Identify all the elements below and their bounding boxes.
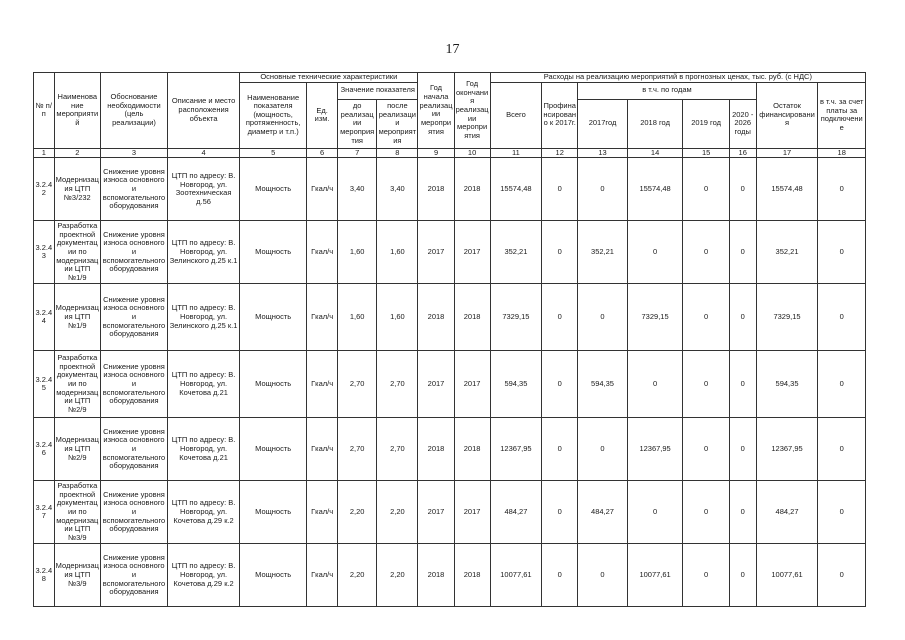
cost-2017: 484,27	[578, 481, 627, 544]
table-row	[34, 221, 866, 284]
year-start: 2018	[418, 418, 454, 481]
table-row	[34, 418, 866, 481]
cost-2020-2026: 0	[729, 221, 756, 284]
column-number: 2	[54, 148, 100, 158]
cost-2017: 352,21	[578, 221, 627, 284]
value-before: 2,20	[338, 481, 377, 544]
cost-total: 15574,48	[490, 158, 542, 221]
header-remainder: Остаток финансирования	[756, 82, 818, 148]
year-end: 2018	[454, 418, 490, 481]
value-after: 2,70	[377, 351, 418, 418]
cost-2018: 0	[627, 481, 683, 544]
cost-2020-2026: 0	[729, 351, 756, 418]
value-before: 2,20	[338, 544, 377, 607]
cost-connection-fee: 0	[818, 481, 866, 544]
measure-reason: Снижение уровня износа основного и вспомогательного оборудования	[101, 284, 168, 351]
row-number: 3.2.4 3	[34, 221, 55, 284]
cost-connection-fee: 0	[818, 351, 866, 418]
header-2018: 2018 год	[627, 99, 683, 148]
header-year-start: Год начала реализации мероприятия	[418, 73, 454, 149]
column-number: 12	[542, 148, 578, 158]
cost-2020-2026: 0	[729, 418, 756, 481]
parameter-name: Мощность	[240, 351, 307, 418]
header-group-tech: Основные технические характеристики	[240, 73, 418, 83]
year-start: 2018	[418, 544, 454, 607]
header-fee: в т.ч. за счет платы за подключение	[818, 82, 866, 148]
cost-2017: 0	[578, 284, 627, 351]
header-financed: Профинансировано к 2017г.	[542, 82, 578, 148]
parameter-name: Мощность	[240, 481, 307, 544]
cost-2017: 0	[578, 158, 627, 221]
cost-financed: 0	[542, 158, 578, 221]
measure-name: Модернизация ЦТП №2/9	[54, 418, 100, 481]
cost-2020-2026: 0	[729, 481, 756, 544]
value-after: 1,60	[377, 284, 418, 351]
cost-total: 7329,15	[490, 284, 542, 351]
cost-2018: 7329,15	[627, 284, 683, 351]
cost-2018: 0	[627, 351, 683, 418]
column-number: 9	[418, 148, 454, 158]
cost-remainder: 12367,95	[756, 418, 818, 481]
measure-name: Разработка проектной документации по модернизации ЦТП №3/9	[54, 481, 100, 544]
cost-2019: 0	[683, 158, 729, 221]
cost-total: 10077,61	[490, 544, 542, 607]
header-after: после реализации мероприятия	[377, 99, 418, 148]
header-name: Наименование мероприятий	[54, 73, 100, 149]
cost-2018: 15574,48	[627, 158, 683, 221]
column-number: 17	[756, 148, 818, 158]
measure-name: Модернизация ЦТП №3/232	[54, 158, 100, 221]
header-year-end: Год окончания реализации мероприятия	[454, 73, 490, 149]
cost-2018: 12367,95	[627, 418, 683, 481]
header-unit: Ед. изм.	[307, 82, 338, 148]
table-row	[34, 158, 866, 221]
measure-reason: Снижение уровня износа основного и вспомогательного оборудования	[101, 351, 168, 418]
year-end: 2017	[454, 221, 490, 284]
cost-connection-fee: 0	[818, 221, 866, 284]
row-number: 3.2.4 7	[34, 481, 55, 544]
cost-2020-2026: 0	[729, 284, 756, 351]
measure-reason: Снижение уровня износа основного и вспомогательного оборудования	[101, 544, 168, 607]
cost-2019: 0	[683, 418, 729, 481]
unit: Гкал/ч	[307, 351, 338, 418]
table-row	[34, 351, 866, 418]
parameter-name: Мощность	[240, 544, 307, 607]
row-number: 3.2.4 5	[34, 351, 55, 418]
object-description: ЦТП по адресу: В. Новгород, ул. Кочетова д.29 к.2	[168, 544, 240, 607]
cost-financed: 0	[542, 351, 578, 418]
cost-2019: 0	[683, 221, 729, 284]
unit: Гкал/ч	[307, 284, 338, 351]
header-reason: Обоснование необходимости (цель реализации)	[101, 73, 168, 149]
table-row	[34, 544, 866, 607]
column-number: 18	[818, 148, 866, 158]
cost-connection-fee: 0	[818, 158, 866, 221]
table-row	[34, 481, 866, 544]
cost-connection-fee: 0	[818, 284, 866, 351]
unit: Гкал/ч	[307, 481, 338, 544]
measure-name: Разработка проектной документации по модернизации ЦТП №1/9	[54, 221, 100, 284]
measure-reason: Снижение уровня износа основного и вспомогательного оборудования	[101, 221, 168, 284]
parameter-name: Мощность	[240, 158, 307, 221]
column-number: 11	[490, 148, 542, 158]
year-start: 2017	[418, 351, 454, 418]
object-description: ЦТП по адресу: В. Новгород, ул. Зелинского д.25 к.1	[168, 221, 240, 284]
value-before: 1,60	[338, 284, 377, 351]
year-end: 2017	[454, 481, 490, 544]
column-number: 5	[240, 148, 307, 158]
value-after: 2,70	[377, 418, 418, 481]
row-number: 3.2.4 8	[34, 544, 55, 607]
column-number: 16	[729, 148, 756, 158]
column-number: 7	[338, 148, 377, 158]
measure-name: Модернизация ЦТП №3/9	[54, 544, 100, 607]
measure-reason: Снижение уровня износа основного и вспомогательного оборудования	[101, 418, 168, 481]
cost-total: 594,35	[490, 351, 542, 418]
cost-total: 484,27	[490, 481, 542, 544]
header-total: Всего	[490, 82, 542, 148]
cost-financed: 0	[542, 221, 578, 284]
measure-reason: Снижение уровня износа основного и вспомогательного оборудования	[101, 481, 168, 544]
year-end: 2018	[454, 544, 490, 607]
cost-total: 352,21	[490, 221, 542, 284]
parameter-name: Мощность	[240, 418, 307, 481]
column-number: 10	[454, 148, 490, 158]
cost-2020-2026: 0	[729, 544, 756, 607]
measure-name: Разработка проектной документации по модернизации ЦТП №2/9	[54, 351, 100, 418]
header-before: до реализации мероприятия	[338, 99, 377, 148]
value-after: 1,60	[377, 221, 418, 284]
cost-financed: 0	[542, 481, 578, 544]
cost-2020-2026: 0	[729, 158, 756, 221]
unit: Гкал/ч	[307, 221, 338, 284]
year-start: 2018	[418, 158, 454, 221]
cost-2019: 0	[683, 544, 729, 607]
row-number: 3.2.4 4	[34, 284, 55, 351]
header-2017: 2017год	[578, 99, 627, 148]
cost-total: 12367,95	[490, 418, 542, 481]
header-2020: 2020 - 2026 годы	[729, 99, 756, 148]
column-number-row	[34, 148, 866, 158]
value-before: 3,40	[338, 158, 377, 221]
value-before: 2,70	[338, 418, 377, 481]
object-description: ЦТП по адресу: В. Новгород, ул. Зоотехническая д.56	[168, 158, 240, 221]
year-start: 2017	[418, 221, 454, 284]
unit: Гкал/ч	[307, 158, 338, 221]
object-description: ЦТП по адресу: В. Новгород, ул. Кочетова д.21	[168, 351, 240, 418]
cost-2019: 0	[683, 284, 729, 351]
cost-remainder: 594,35	[756, 351, 818, 418]
year-start: 2017	[418, 481, 454, 544]
cost-2017: 0	[578, 418, 627, 481]
cost-remainder: 7329,15	[756, 284, 818, 351]
value-before: 2,70	[338, 351, 377, 418]
column-number: 3	[101, 148, 168, 158]
year-end: 2018	[454, 284, 490, 351]
object-description: ЦТП по адресу: В. Новгород, ул. Кочетова д.21	[168, 418, 240, 481]
value-after: 3,40	[377, 158, 418, 221]
header-group-years: в т.ч. по годам	[578, 82, 756, 99]
cost-remainder: 15574,48	[756, 158, 818, 221]
parameter-name: Мощность	[240, 284, 307, 351]
measures-table	[33, 72, 866, 607]
object-description: ЦТП по адресу: В. Новгород, ул. Кочетова д.29 к.2	[168, 481, 240, 544]
measure-reason: Снижение уровня износа основного и вспомогательного оборудования	[101, 158, 168, 221]
parameter-name: Мощность	[240, 221, 307, 284]
cost-2017: 594,35	[578, 351, 627, 418]
unit: Гкал/ч	[307, 418, 338, 481]
cost-financed: 0	[542, 284, 578, 351]
header-group-value: Значение показателя	[338, 82, 418, 99]
table-row	[34, 284, 866, 351]
cost-remainder: 484,27	[756, 481, 818, 544]
header-2019: 2019 год	[683, 99, 729, 148]
table-body	[34, 158, 866, 607]
measure-name: Модернизация ЦТП №1/9	[54, 284, 100, 351]
column-number: 1	[34, 148, 55, 158]
value-after: 2,20	[377, 481, 418, 544]
unit: Гкал/ч	[307, 544, 338, 607]
column-number: 15	[683, 148, 729, 158]
header-desc: Описание и место расположения объекта	[168, 73, 240, 149]
year-end: 2018	[454, 158, 490, 221]
row-number: 3.2.4 2	[34, 158, 55, 221]
cost-remainder: 352,21	[756, 221, 818, 284]
object-description: ЦТП по адресу: В. Новгород, ул. Зелинского д.25 к.1	[168, 284, 240, 351]
cost-2019: 0	[683, 351, 729, 418]
cost-2018: 10077,61	[627, 544, 683, 607]
page-number: 17	[445, 42, 460, 57]
value-after: 2,20	[377, 544, 418, 607]
cost-financed: 0	[542, 544, 578, 607]
column-number: 14	[627, 148, 683, 158]
cost-2017: 0	[578, 544, 627, 607]
cost-financed: 0	[542, 418, 578, 481]
column-number: 13	[578, 148, 627, 158]
cost-2018: 0	[627, 221, 683, 284]
header-group-costs: Расходы на реализацию мероприятий в прогнозных ценах, тыс. руб. (с НДС)	[490, 73, 865, 83]
column-number: 8	[377, 148, 418, 158]
header-num: № п/п	[34, 73, 55, 149]
cost-remainder: 10077,61	[756, 544, 818, 607]
row-number: 3.2.4 6	[34, 418, 55, 481]
column-number: 6	[307, 148, 338, 158]
cost-2019: 0	[683, 481, 729, 544]
header-param-name: Наименование показателя (мощность, протяженность, диаметр и т.п.)	[240, 82, 307, 148]
year-start: 2018	[418, 284, 454, 351]
value-before: 1,60	[338, 221, 377, 284]
cost-connection-fee: 0	[818, 544, 866, 607]
year-end: 2017	[454, 351, 490, 418]
column-number: 4	[168, 148, 240, 158]
cost-connection-fee: 0	[818, 418, 866, 481]
